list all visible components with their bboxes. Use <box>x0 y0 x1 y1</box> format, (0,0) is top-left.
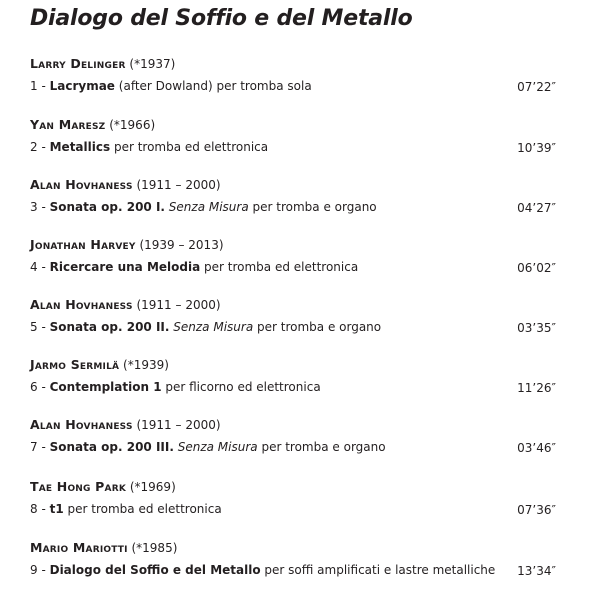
work-title: t1 <box>49 502 64 516</box>
track-entry <box>30 417 570 459</box>
tempo-marking: Senza Misura <box>168 200 249 214</box>
composer-line <box>30 177 221 193</box>
composer-line <box>30 479 176 495</box>
composer-dates: (*1966) <box>109 118 156 132</box>
work-line: 6 - Contemplation 1 per flicorno ed elettronica <box>30 380 321 394</box>
track-entry <box>30 117 570 159</box>
work-title: Sonata op. 200 I. <box>49 200 165 214</box>
composer-line <box>30 357 169 373</box>
work-line: 5 - Sonata op. 200 II. Senza Misura per tromba e organo <box>30 320 382 334</box>
composer-name: Larry Delinger <box>30 56 126 71</box>
composer-dates: (1911 – 2000) <box>136 298 221 312</box>
work-description: per tromba ed elettronica <box>113 140 269 154</box>
track-duration: 11’26″ <box>517 381 556 395</box>
composer-line <box>30 237 224 253</box>
work-description: per tromba e organo <box>261 440 386 454</box>
composer-dates: (*1969) <box>129 480 176 494</box>
track-duration: 07’22″ <box>517 80 556 94</box>
track-number: 8 <box>30 502 38 516</box>
track-entry <box>30 177 570 219</box>
work-title: Contemplation 1 <box>49 380 162 394</box>
track-entry <box>30 479 570 521</box>
track-number: 3 <box>30 200 38 214</box>
work-line: 7 - Sonata op. 200 III. Senza Misura per tromba e organo <box>30 440 386 454</box>
track-number: 7 <box>30 440 38 454</box>
track-number: 9 <box>30 563 38 577</box>
work-line: 1 - Lacrymae (after Dowland) per tromba sola <box>30 79 312 93</box>
composer-line <box>30 297 221 313</box>
work-description: (after Dowland) per tromba sola <box>118 79 312 93</box>
work-line: 9 - Dialogo del Soffio e del Metallo per soffi amplificati e lastre metalliche <box>30 563 496 577</box>
composer-dates: (*1985) <box>131 541 178 555</box>
tempo-marking: Senza Misura <box>173 320 254 334</box>
composer-name: Mario Mariotti <box>30 540 128 555</box>
work-title: Lacrymae <box>49 79 115 93</box>
track-entry <box>30 357 570 399</box>
track-duration: 03’46″ <box>517 441 556 455</box>
work-line: 2 - Metallics per tromba ed elettronica <box>30 140 269 154</box>
composer-line <box>30 417 221 433</box>
work-description: per tromba ed elettronica <box>204 260 359 274</box>
track-number: 5 <box>30 320 38 334</box>
composer-line <box>30 56 175 72</box>
track-entry <box>30 540 570 582</box>
work-title: Sonata op. 200 II. <box>49 320 170 334</box>
work-description: per soffi amplificati e lastre metalliche <box>264 563 496 577</box>
work-title: Dialogo del Soffio e del Metallo <box>49 563 261 577</box>
track-duration: 06’02″ <box>517 261 556 275</box>
tempo-marking: Senza Misura <box>177 440 258 454</box>
track-number: 2 <box>30 140 38 154</box>
work-title: Metallics <box>49 140 111 154</box>
track-duration: 04’27″ <box>517 201 556 215</box>
album-title: Dialogo del Soffio e del Metallo <box>30 6 413 31</box>
work-title: Sonata op. 200 III. <box>49 440 174 454</box>
track-duration: 10’39″ <box>517 141 556 155</box>
composer-name: Alan Hovhaness <box>30 417 133 432</box>
composer-name: Tae Hong Park <box>30 479 127 494</box>
work-description: per tromba e organo <box>252 200 377 214</box>
work-description: per flicorno ed elettronica <box>165 380 321 394</box>
composer-name: Yan Maresz <box>30 117 106 132</box>
composer-dates: (1911 – 2000) <box>136 418 221 432</box>
composer-line <box>30 540 177 556</box>
composer-line <box>30 117 155 133</box>
track-entry <box>30 297 570 339</box>
track-entry <box>30 56 570 98</box>
composer-name: Jonathan Harvey <box>30 237 136 252</box>
composer-name: Alan Hovhaness <box>30 297 133 312</box>
work-line: 3 - Sonata op. 200 I. Senza Misura per tromba e organo <box>30 200 377 214</box>
composer-name: Jarmo Sermilä <box>30 357 120 372</box>
work-description: per tromba ed elettronica <box>67 502 222 516</box>
work-line: 4 - Ricercare una Melodia per tromba ed elettronica <box>30 260 359 274</box>
composer-dates: (1911 – 2000) <box>136 178 221 192</box>
work-title: Ricercare una Melodia <box>49 260 201 274</box>
composer-dates: (*1939) <box>123 358 169 372</box>
track-duration: 07’36″ <box>517 503 556 517</box>
track-number: 6 <box>30 380 38 394</box>
track-number: 1 <box>30 79 38 93</box>
track-duration: 13’34″ <box>517 564 556 578</box>
track-duration: 03’35″ <box>517 321 556 335</box>
composer-dates: (*1937) <box>129 57 176 71</box>
composer-name: Alan Hovhaness <box>30 177 133 192</box>
work-line: 8 - t1 per tromba ed elettronica <box>30 502 222 516</box>
track-entry <box>30 237 570 279</box>
work-description: per tromba e organo <box>257 320 382 334</box>
composer-dates: (1939 – 2013) <box>139 238 224 252</box>
track-number: 4 <box>30 260 38 274</box>
